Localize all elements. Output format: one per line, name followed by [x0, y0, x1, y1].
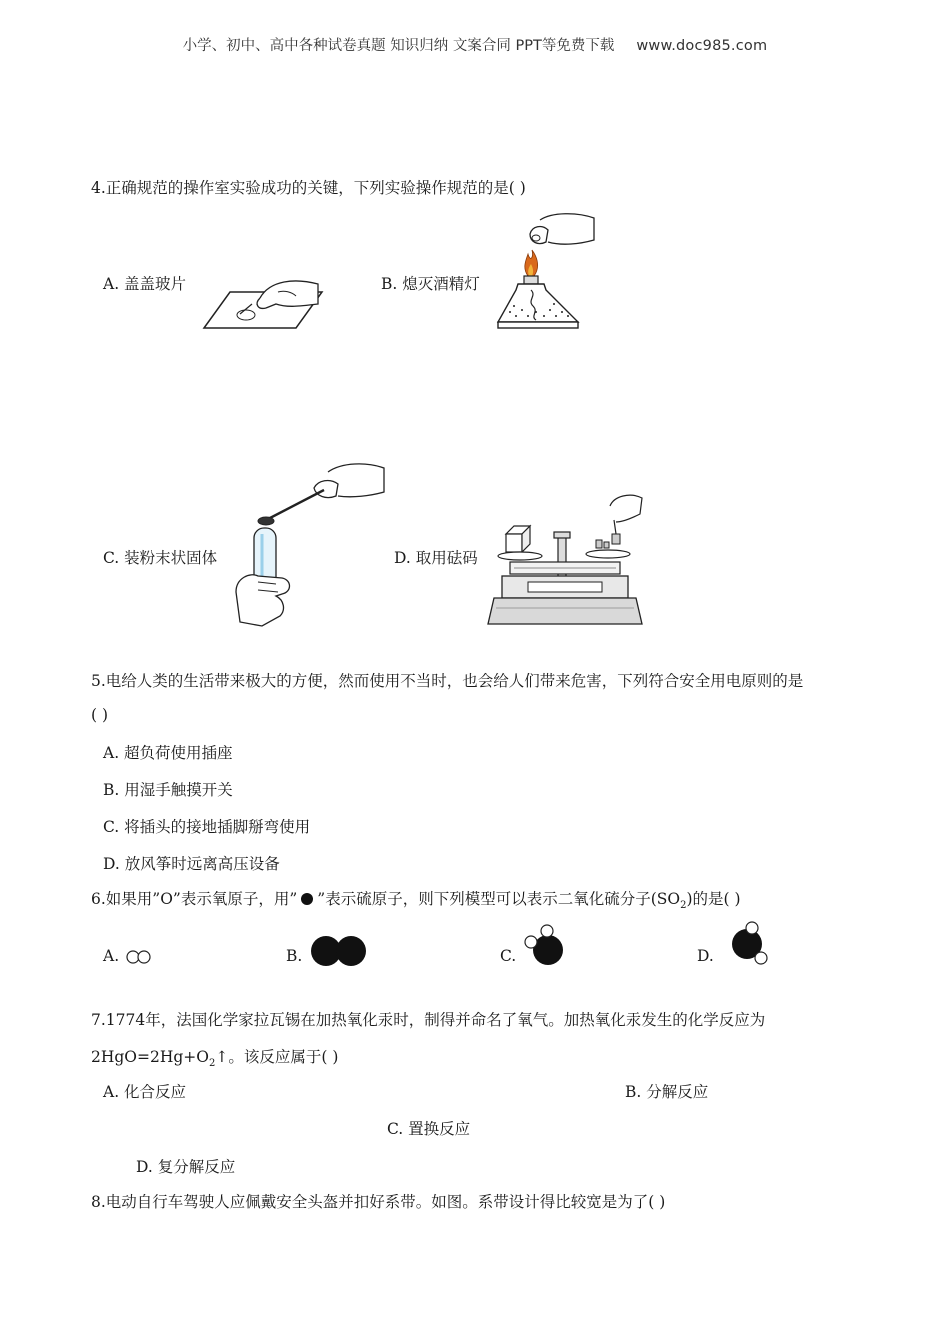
model-a-icon	[125, 948, 153, 966]
q5-stem-paren: ( )	[91, 706, 109, 724]
q6-option-d[interactable]: D.	[697, 947, 714, 965]
q7-eq-post: ↑。该反应属于( )	[215, 1048, 339, 1066]
q5-stem: 5.电给人类的生活带来极大的方便，然而使用不当时，也会给人们带来危害，下列符合安全用电原则的是	[91, 672, 804, 690]
q6-option-b[interactable]: B.	[286, 947, 303, 965]
q4-option-d[interactable]: D. 取用砝码	[394, 549, 478, 567]
q5-option-c[interactable]: C. 将插头的接地插脚掰弯使用	[103, 818, 311, 836]
q7-eq-sub: 2	[209, 1058, 216, 1070]
alcohol-lamp-figure	[492, 212, 597, 334]
q8-stem: 8.电动自行车驾驶人应佩戴安全头盔并扣好系带。如图。系带设计得比较宽是为了( )	[91, 1193, 666, 1211]
q6-stem-sub: 2	[680, 900, 687, 912]
q7-option-c[interactable]: C. 置换反应	[387, 1120, 471, 1138]
q6-option-a[interactable]: A.	[103, 947, 120, 965]
q7-option-b[interactable]: B. 分解反应	[625, 1083, 709, 1101]
header-site[interactable]: www.doc985.com	[636, 38, 768, 54]
q7-option-a[interactable]: A. 化合反应	[103, 1083, 187, 1101]
q6-stem-mid: ”表示硫原子，则下列模型可以表示二氧化硫分子(SO	[317, 890, 681, 908]
q6-stem	[91, 887, 741, 911]
q5-option-a[interactable]: A. 超负荷使用插座	[103, 744, 233, 762]
cover-slip-figure	[200, 270, 325, 332]
model-c-icon	[520, 922, 568, 970]
model-d-icon	[720, 920, 772, 972]
balance-figure	[492, 492, 647, 628]
q4-stem: 4.正确规范的操作室实验成功的关键，下列实验操作规范的是( )	[91, 179, 526, 197]
page-header	[0, 34, 950, 55]
header-text: 小学、初中、高中各种试卷真题 知识归纳 文案合同 PPT等免费下载	[182, 38, 615, 54]
q6-option-c[interactable]: C.	[500, 947, 517, 965]
powder-tube-figure	[232, 460, 387, 628]
q7-eq-pre: 2HgO=2Hg+O	[91, 1048, 209, 1066]
q7-equation	[91, 1045, 338, 1069]
q6-stem-post: )的是( )	[686, 890, 741, 908]
q4-option-b[interactable]: B. 熄灭酒精灯	[381, 275, 480, 293]
q7-stem: 7.1774年，法国化学家拉瓦锡在加热氧化汞时，制得并命名了氧气。加热氧化汞发生的化学反应为	[91, 1011, 766, 1029]
q4-option-c[interactable]: C. 装粉末状固体	[103, 549, 218, 567]
q5-option-b[interactable]: B. 用湿手触摸开关	[103, 781, 233, 799]
model-b-icon	[309, 934, 369, 968]
q7-option-d[interactable]: D. 复分解反应	[136, 1158, 236, 1176]
q5-option-d[interactable]: D. 放风筝时远离高压设备	[103, 855, 280, 873]
q6-stem-pre: 6.如果用”O”表示氧原子，用”	[91, 890, 298, 908]
sulfur-atom-icon	[301, 893, 313, 905]
q4-option-a[interactable]: A. 盖盖玻片	[103, 275, 187, 293]
